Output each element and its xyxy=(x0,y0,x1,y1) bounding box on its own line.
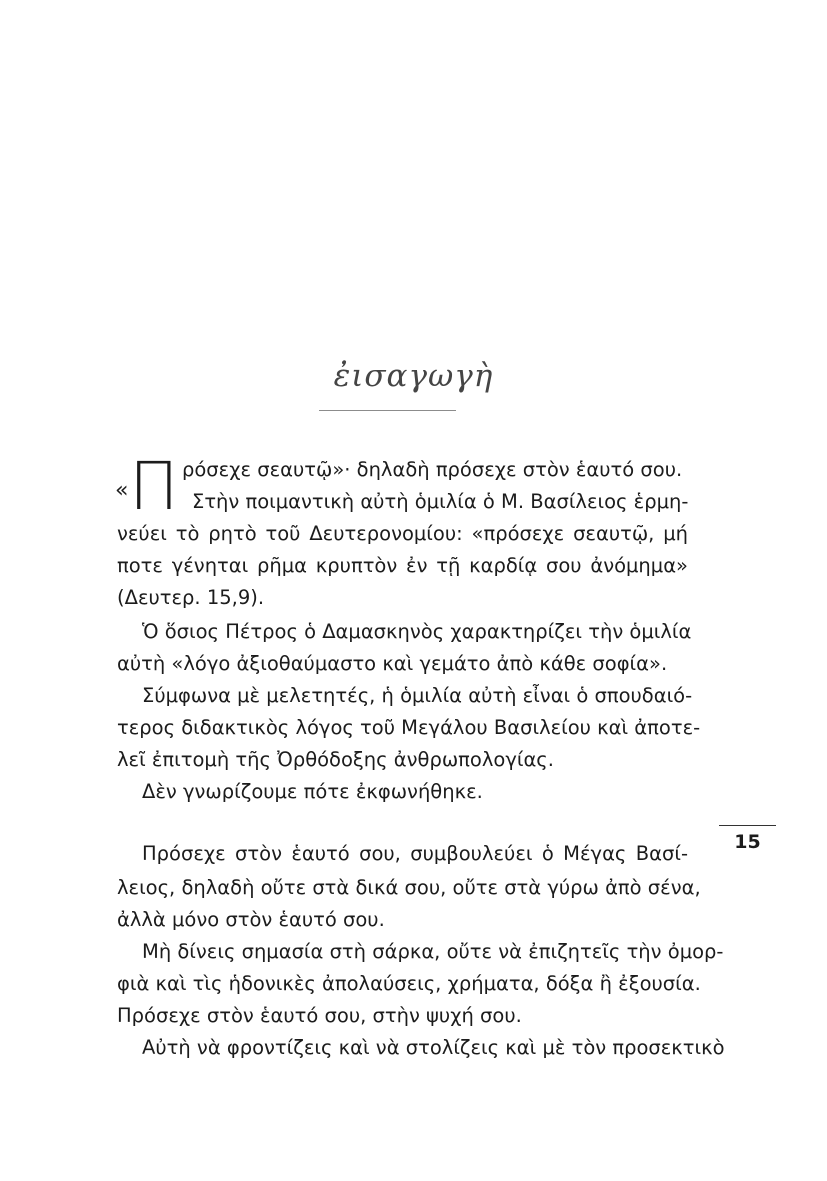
text-line: Δὲν γνωρίζουμε πότε ἐκφωνήθηκε. xyxy=(142,780,483,803)
text-line: λεῖ ἐπιτομὴ τῆς Ὀρθόδοξης ἀνθρωπολογίας. xyxy=(117,748,554,771)
text-line: αὐτὴ «λόγο ἀξιοθαύμαστο καὶ γεμάτο ἀπὸ κάθε σοφία». xyxy=(117,652,668,675)
text-line: Πρόσεχε στὸν ἑαυτό σου, συμβουλεύει ὁ Μέγας Βασί- xyxy=(142,842,688,865)
text-line: Ὁ ὅσιος Πέτρος ὁ Δαμασκηνὸς χαρακτηρίζει τὴν ὁμιλία xyxy=(142,620,692,643)
page-number-rule xyxy=(719,825,776,826)
text-line: Στὴν ποιμαντικὴ αὐτὴ ὁμιλία ὁ Μ. Βασίλειος ἑρμη- xyxy=(192,490,689,513)
text-line: ρόσεχε σεαυτῷ»· δηλαδὴ πρόσεχε στὸν ἑαυτό σου. xyxy=(182,458,683,481)
text-line: φιὰ καὶ τὶς ἡδονικὲς ἀπολαύσεις, χρήματα, δόξα ἢ ἐξουσία. xyxy=(117,972,701,995)
text-line: ἀλλὰ μόνο στὸν ἑαυτό σου. xyxy=(117,908,385,931)
text-line: τερος διδακτικὸς λόγος τοῦ Μεγάλου Βασιλείου καὶ ἀποτε- xyxy=(117,716,701,739)
text-line: νεύει τὸ ρητὸ τοῦ Δευτερονομίου: «πρόσεχε σεαυτῷ, μή xyxy=(117,522,688,545)
title-underline xyxy=(319,410,456,411)
text-line: λειος, δηλαδὴ οὔτε στὰ δικά σου, οὔτε στὰ γύρω ἀπὸ σένα, xyxy=(117,876,701,899)
dropcap-open-quote: « xyxy=(115,478,129,503)
dropcap-letter: Π xyxy=(129,448,179,525)
text-line: Σύμφωνα μὲ μελετητές, ἡ ὁμιλία αὐτὴ εἶναι ὁ σπουδαιό- xyxy=(142,684,693,707)
text-line: Αὐτὴ νὰ φροντίζεις καὶ νὰ στολίζεις καὶ μὲ τὸν προσεκτικὸ xyxy=(142,1036,725,1059)
text-line: Μὴ δίνεις σημασία στὴ σάρκα, οὔτε νὰ ἐπιζητεῖς τὴν ὀμορ- xyxy=(142,940,724,963)
page-number: 15 xyxy=(734,831,761,853)
text-line: (Δευτερ. 15,9). xyxy=(117,586,265,609)
text-line: ποτε γένηται ρῆμα κρυπτὸν ἐν τῇ καρδίᾳ σου ἀνόμημα» xyxy=(117,554,688,577)
chapter-title: ἐισαγωγὴ xyxy=(333,358,494,394)
text-line: Πρόσεχε στὸν ἑαυτό σου, στὴν ψυχή σου. xyxy=(117,1004,522,1027)
